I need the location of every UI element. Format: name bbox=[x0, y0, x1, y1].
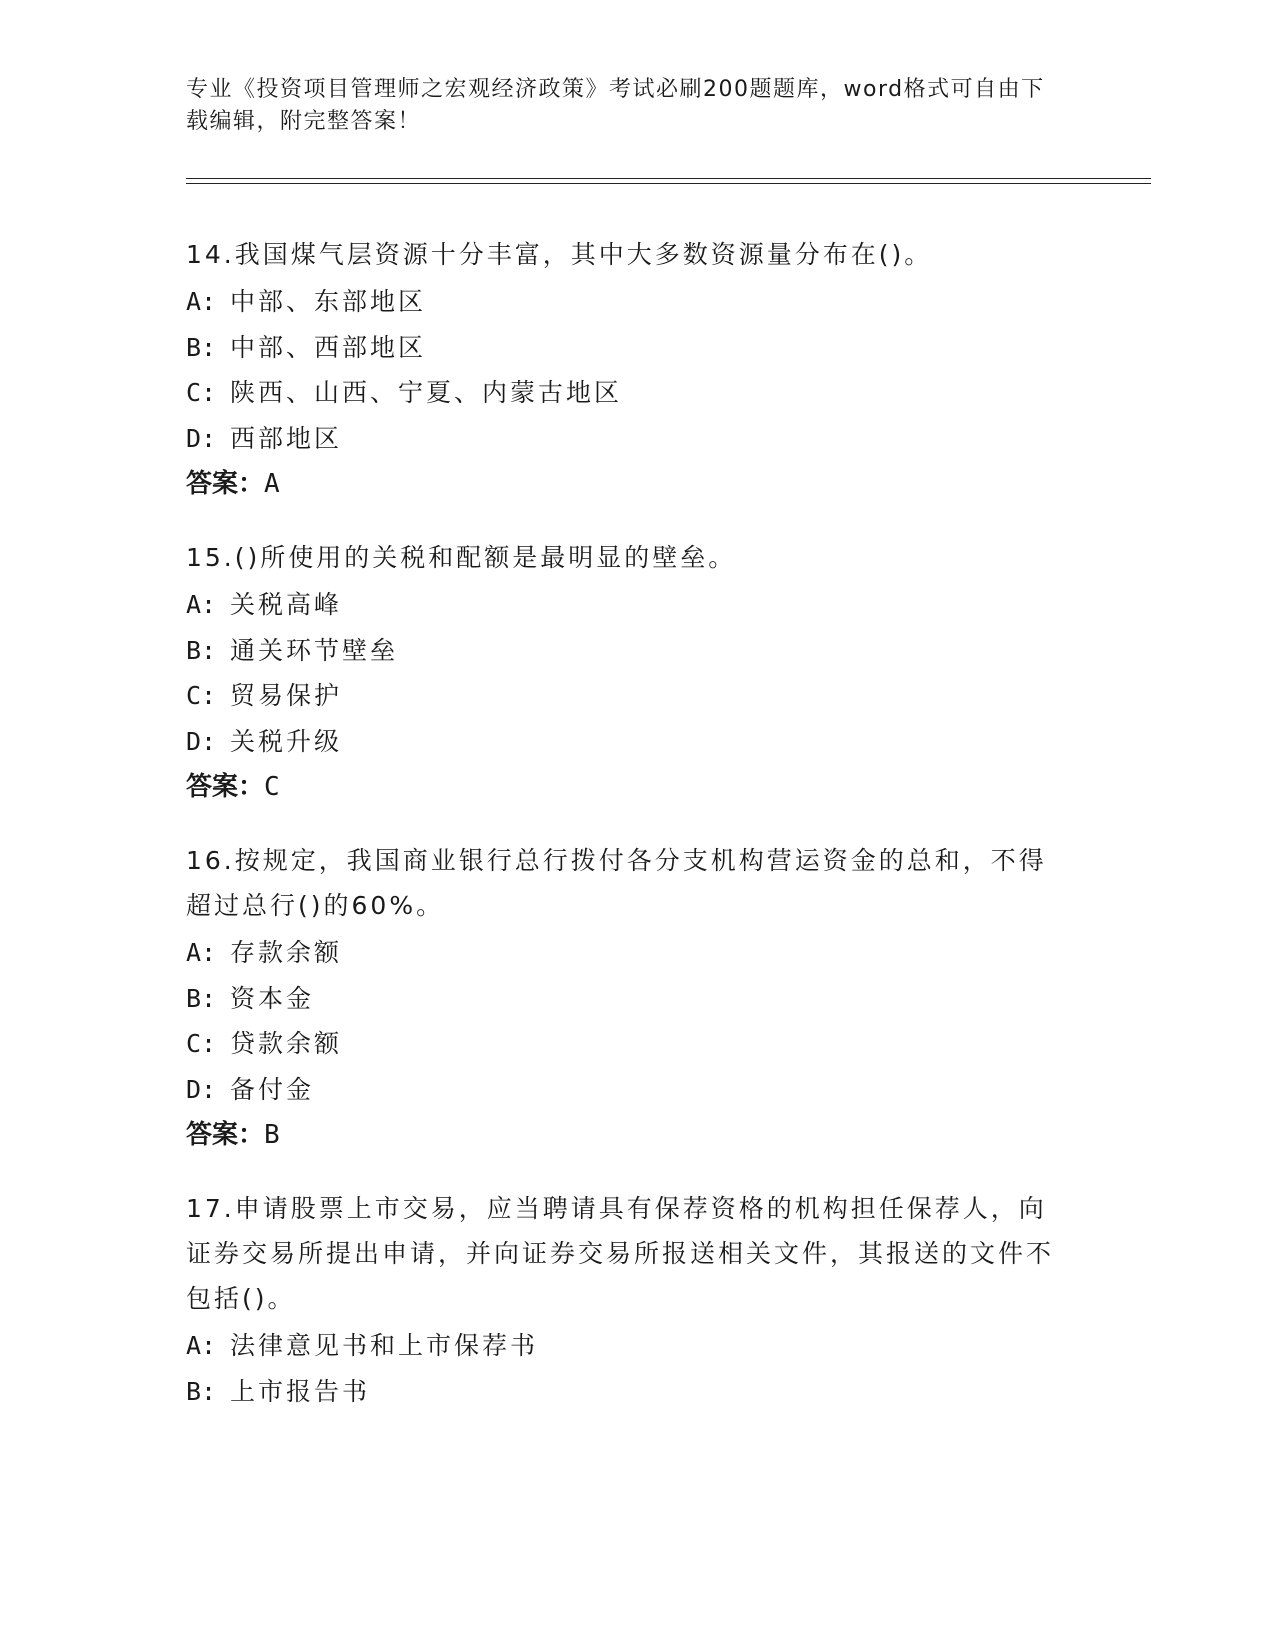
answer-label: 答案： bbox=[186, 772, 265, 802]
option-letter: B: bbox=[186, 332, 217, 362]
option-letter: B: bbox=[186, 1376, 217, 1406]
option-text: 存款余额 bbox=[230, 938, 343, 967]
option-text: 关税升级 bbox=[230, 726, 343, 756]
question-14 bbox=[186, 232, 1066, 507]
option-letter: C: bbox=[186, 378, 217, 407]
option-a bbox=[186, 930, 1066, 976]
option-d bbox=[186, 719, 1066, 765]
option-text: 陕西、山西、宁夏、内蒙古地区 bbox=[230, 378, 623, 407]
document-header bbox=[186, 74, 1066, 138]
question-15 bbox=[186, 535, 1066, 810]
option-text: 资本金 bbox=[230, 983, 315, 1013]
option-text: 上市报告书 bbox=[230, 1376, 371, 1406]
option-text: 贷款余额 bbox=[230, 1029, 343, 1058]
question-16 bbox=[186, 838, 1066, 1158]
answer-label: 答案： bbox=[186, 469, 265, 499]
answer-label: 答案： bbox=[186, 1120, 265, 1150]
option-letter: A: bbox=[186, 1331, 217, 1360]
option-letter: C: bbox=[186, 681, 217, 710]
option-a bbox=[186, 279, 1066, 325]
option-letter: B: bbox=[186, 635, 217, 665]
option-text: 贸易保护 bbox=[230, 681, 343, 710]
option-letter: D: bbox=[186, 1074, 217, 1104]
option-letter: C: bbox=[186, 1029, 217, 1058]
option-b bbox=[186, 325, 1066, 371]
option-text: 通关环节壁垒 bbox=[230, 635, 399, 665]
option-d bbox=[186, 416, 1066, 462]
answer-value: A bbox=[264, 469, 280, 499]
option-letter: A: bbox=[186, 590, 217, 619]
option-text: 西部地区 bbox=[230, 423, 343, 453]
option-d bbox=[186, 1067, 1066, 1113]
option-letter: D: bbox=[186, 423, 217, 453]
option-b bbox=[186, 1369, 1066, 1415]
option-c bbox=[186, 673, 1066, 719]
option-c bbox=[186, 370, 1066, 416]
question-text: 15.()所使用的关税和配额是最明显的壁垒。 bbox=[186, 543, 737, 572]
option-letter: A: bbox=[186, 287, 217, 316]
option-c bbox=[186, 1021, 1066, 1067]
option-a bbox=[186, 582, 1066, 628]
header-divider-bottom bbox=[186, 183, 1151, 184]
option-letter: B: bbox=[186, 983, 217, 1013]
header-divider-top bbox=[186, 178, 1151, 179]
question-list bbox=[186, 232, 1066, 1442]
option-b bbox=[186, 628, 1066, 674]
answer-value: C bbox=[264, 772, 280, 802]
option-text: 备付金 bbox=[230, 1074, 315, 1104]
option-text: 中部、西部地区 bbox=[230, 332, 427, 362]
option-letter: D: bbox=[186, 726, 217, 756]
header-text: 专业《投资项目管理师之宏观经济政策》考试必刷200题题库，word格式可自由下载编辑，附完整答案！ bbox=[186, 77, 1045, 134]
option-text: 法律意见书和上市保荐书 bbox=[230, 1331, 539, 1360]
answer-line bbox=[186, 1112, 1066, 1158]
answer-line bbox=[186, 764, 1066, 810]
question-text: 17.申请股票上市交易，应当聘请具有保荐资格的机构担任保荐人，向证券交易所提出申请，并向证券交易所报送相关文件，其报送的文件不包括()。 bbox=[186, 1194, 1055, 1313]
option-text: 中部、东部地区 bbox=[230, 287, 427, 316]
option-letter: A: bbox=[186, 938, 217, 967]
option-a bbox=[186, 1323, 1066, 1369]
question-text: 16.按规定，我国商业银行总行拨付各分支机构营运资金的总和，不得超过总行()的60%。 bbox=[186, 846, 1047, 920]
answer-value: B bbox=[264, 1120, 280, 1150]
question-text: 14.我国煤气层资源十分丰富，其中大多数资源量分布在()。 bbox=[186, 240, 933, 269]
question-17 bbox=[186, 1186, 1066, 1414]
answer-line bbox=[186, 461, 1066, 507]
option-text: 关税高峰 bbox=[230, 590, 343, 619]
option-b bbox=[186, 976, 1066, 1022]
